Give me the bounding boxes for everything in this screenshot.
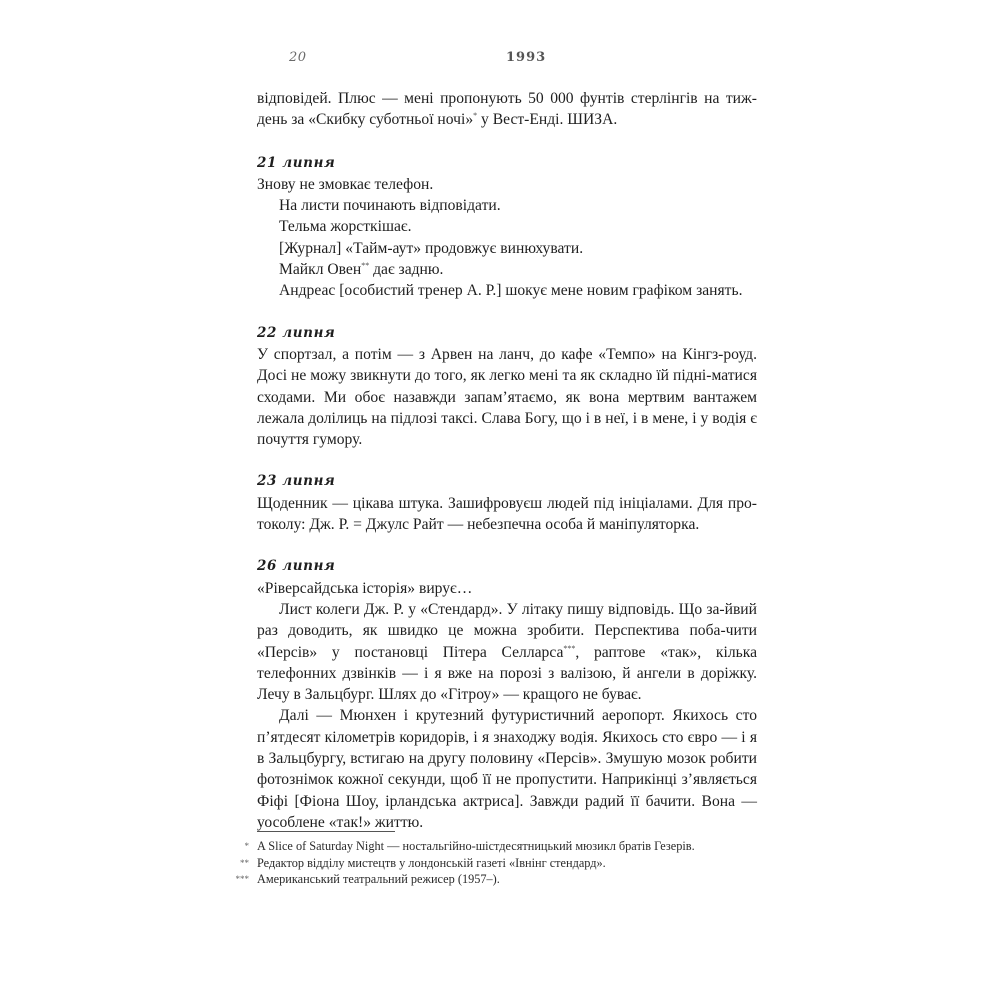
entry-line: Знову не змовкає телефон. xyxy=(257,175,434,193)
footnote-mark: * xyxy=(244,841,249,851)
footnote-1 xyxy=(244,838,757,855)
footnote-ref-3[interactable]: *** xyxy=(563,643,576,653)
entry-line: [Журнал] «Тайм-аут» продовжує винюхувати. xyxy=(279,239,584,257)
entry-line: Андреас [особистий тренер А. Р.] шокує мене новим графіком занять. xyxy=(279,282,743,300)
footnote-ref-1[interactable]: * xyxy=(473,111,478,121)
footnote-3 xyxy=(235,871,757,888)
running-head xyxy=(257,50,757,70)
page-number: 20 xyxy=(289,50,307,65)
entry-paragraph: У спортзал, а потім — з Арвен на ланч, до кафе «Темпо» на Кінгз-роуд. Досі не можу звикнути до того, як легко мені та як складно їй підні-матися сходами. Ми обоє назавжди запам’ятаємо, як вона мертвим вантажем лежала долілиць на підлозі таксі. Слава Богу, що і в неї, і в мене, і у водія є почуття гумору. xyxy=(257,345,757,449)
entry-paragraph: Лист колеги Дж. Р. у «Стендард». У літаку пишу відповідь. Що за-йвий раз доводить, як швидко це можна зробити. Перспектива поба-чити «Персів» у постановці Пітера Селларса***, раптове «так», кілька телефонних дзвінків — і я вже на порозі з валізою, й ангели в доріжку. Лечу в Зальцбург. Шлях до «Гітроу» — кращого не буває. xyxy=(257,600,758,704)
entry-paragraph: Щоденник — цікава штука. Зашифровуєш людей під ініціалами. Для про-токолу: Дж. Р. = Джулс Райт — небезпечна особа й маніпуляторка. xyxy=(257,494,757,534)
entry-paragraph: Далі — Мюнхен і крутезний футуристичний аеропорт. Якихось сто п’ятдесят кілометрів коридорів, і я знаходжу водія. Якихось сто євро — і я в Зальцбургу, встигаю на другу половину «Персів». Змушую мозок робити фотознімок кожної секунди, щоб її не пропустити. Наприкінці з’являється Фіфі [Фіона Шоу, ірландська актриса]. Завжди радий її бачити. Вона — уособлене «так!» життю. xyxy=(257,707,757,831)
paragraph-continuation: відповідей. Плюс — мені пропонують 50 000 фунтів стерлінгів на тиж-день за «Скибку суботньої ночі»* у Вест-Енді. ШИЗА. xyxy=(257,90,757,129)
footnote-mark: *** xyxy=(235,874,249,884)
footnote-2 xyxy=(240,855,757,872)
footnote-text: Американський театральний режисер (1957–). xyxy=(257,872,500,886)
entry-date-22-july: 22 липня xyxy=(257,324,336,341)
entry-line: Майкл Овен** дає задню. xyxy=(279,261,444,279)
book-page xyxy=(235,0,758,1000)
entry-date-23-july: 23 липня xyxy=(257,473,336,490)
entry-line: Тельма жорсткішає. xyxy=(279,218,412,236)
footnote-divider xyxy=(257,831,395,832)
entry-line: На листи починають відповідати. xyxy=(279,197,501,215)
footnotes xyxy=(235,831,757,888)
entry-line: «Ріверсайдська історія» вирує… xyxy=(257,579,473,597)
entry-date-26-july: 26 липня xyxy=(257,558,336,575)
entry-date-21-july: 21 липня xyxy=(257,154,336,171)
footnote-text: Редактор відділу мистецтв у лондонській газеті «Івнінг стендард». xyxy=(257,855,606,870)
footnote-ref-2[interactable]: ** xyxy=(361,261,370,271)
footnote-text: A Slice of Saturday Night — ностальгійно-шістдесятницький мюзикл братів Гезерів. xyxy=(257,839,695,853)
diary-text xyxy=(257,88,757,833)
footnote-mark: ** xyxy=(240,857,249,868)
running-title: 1993 xyxy=(506,50,547,65)
